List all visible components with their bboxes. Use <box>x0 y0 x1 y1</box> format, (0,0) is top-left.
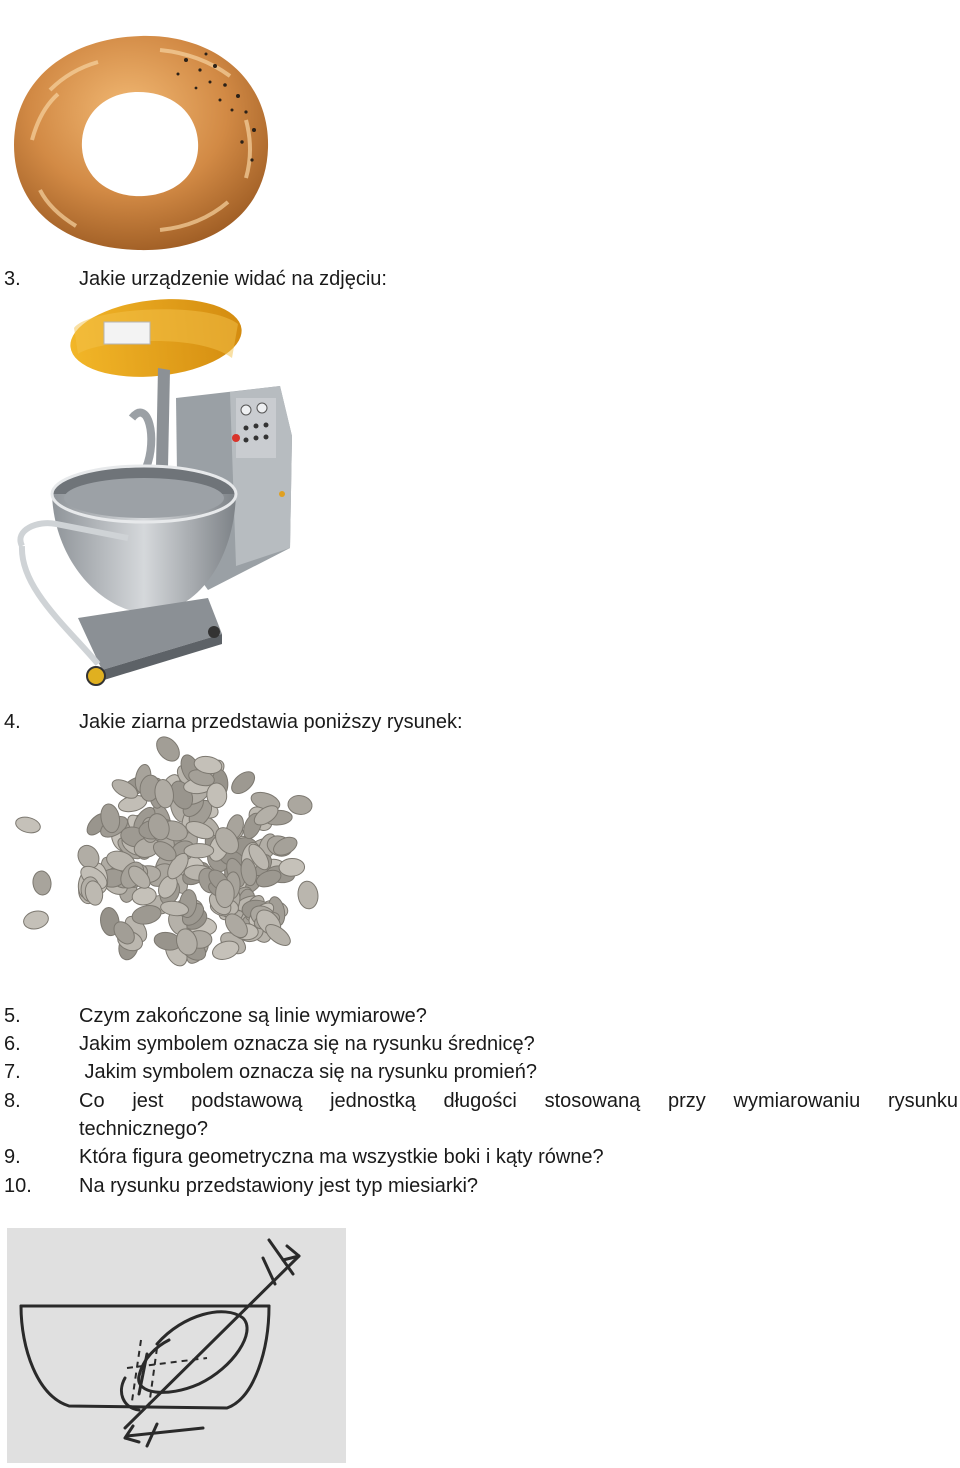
question-number: 5. <box>4 1005 21 1027</box>
question-number: 7. <box>4 1061 21 1083</box>
question-text: Co jest podstawową jednostką długości stosowaną przy wymiarowaniu rysunku <box>79 1090 958 1112</box>
question-text: Jakim symbolem oznacza się na rysunku średnicę? <box>79 1033 535 1055</box>
question-8 <box>0 1087 960 1143</box>
sunflower-seeds-photo <box>8 735 328 997</box>
question-text: Jakie ziarna przedstawia poniższy rysunek: <box>79 711 463 733</box>
question-number: 6. <box>4 1033 21 1055</box>
question-text: Czym zakończone są linie wymiarowe? <box>79 1005 427 1027</box>
question-text-continuation: technicznego? <box>79 1118 208 1140</box>
bagel-photo <box>10 30 272 256</box>
question-number: 9. <box>4 1146 21 1168</box>
question-text: Na rysunku przedstawiony jest typ miesiarki? <box>79 1175 479 1197</box>
question-number: 8. <box>4 1090 21 1112</box>
question-text: Jakim symbolem oznacza się na rysunku promień? <box>79 1061 537 1083</box>
question-number: 10. <box>4 1175 32 1197</box>
question-text: Jakie urządzenie widać na zdjęciu: <box>79 268 387 290</box>
dough-mixer-photo <box>8 298 304 690</box>
question-number: 4. <box>4 711 21 733</box>
mixer-sketch <box>7 1228 346 1463</box>
question-number: 3. <box>4 268 21 290</box>
question-text: Która figura geometryczna ma wszystkie boki i kąty równe? <box>79 1146 604 1168</box>
